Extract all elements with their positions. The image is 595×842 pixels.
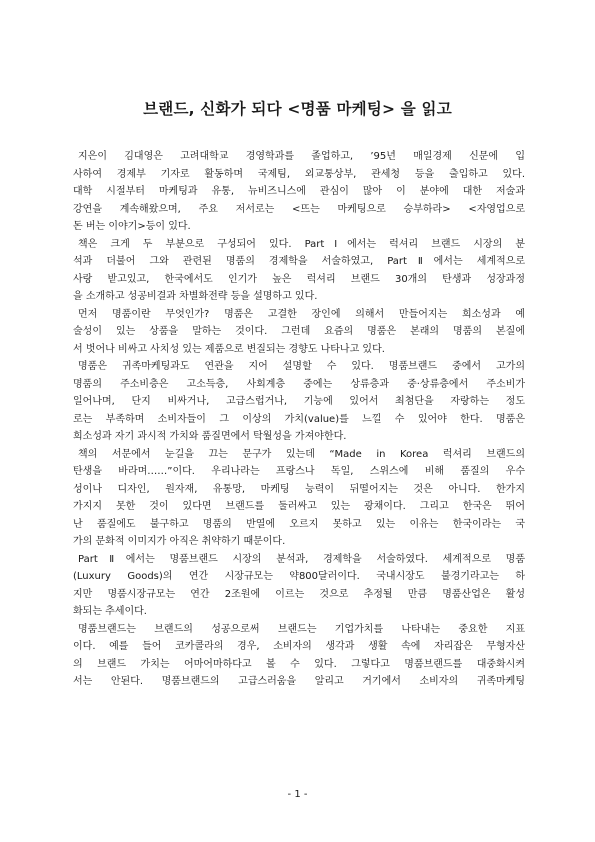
text-line: 석과 더불어 그와 관련된 명품의 경제학을 서술하였고, PartⅡ에서는 세계적으로 [73,256,525,267]
text-line: 서는 안된다. 명품브랜드의 고급스러움을 알리고 거기에서 소비자의 귀족마케팅 [73,676,525,687]
text-line: PartⅡ에서는 명품브랜드 시장의 분석과, 경제학을 서술하였다. 세계적으로 명품 [78,553,525,565]
document-title: 브랜드, 신화가 되다 <명품 마케팅> 을 읽고 [143,100,452,118]
document-body [73,148,525,691]
text-line: 명품의 주소비층은 고소득층, 사회계층 중에는 상류층과 중·상류층에서 주소비가 [73,378,525,390]
text-line: 강연을 계속해왔으며, 주요 저서로는 <뜨는 마케팅으로 승부하라> <자영업으로 [73,203,525,215]
text-line: 의 브랜드 가치는 어마어마하다고 볼 수 있다. 그렇다고 명품브랜드를 대중화시켜 [73,658,525,670]
text-line: 일어나며, 단지 비싸거나, 고급스럽거나, 기능에 있어서 최첨단을 자랑하는 정도 [73,396,525,407]
text-line: 사랑 받고있고, 한국에서도 인기가 높은 럭셔리 브랜드 30개의 탄생과 성장과정 [73,273,525,285]
text-line: 가지지 못한 것이 있다면 브랜드를 둘러싸고 있는 광채이다. 그리고 한국은 뛰어 [73,501,525,512]
text-line: 지은이 김대영은 고려대학교 경영학과를 졸업하고, ’95년 매일경제 신문에 입 [78,151,525,162]
text-line: 명품은 귀족마케팅과도 연관을 지어 설명할 수 있다. 명품브랜드 중에서 고가의 [78,361,525,372]
text-line: 책의 서문에서 눈길을 끄는 문구가 있는데 “Made in Korea 럭셔리 브랜드의 [78,448,525,460]
text-line: (Luxury Goods)의 연간 시장규모는 약800달러이다. 국내시장도 불경기라고는 하 [73,571,525,582]
text-line: 가의 문화적 이미지가 아직은 취약하기 때문이다. [73,536,286,547]
text-line: 돈 버는 이야기>등이 있다. [73,221,191,232]
text-line: 희소성과 자기 과시적 가치와 품질면에서 탁월성을 가져야한다. [73,431,347,442]
text-line: 로는 부족하며 소비자들이 그 이상의 가치(value)를 느낄 수 있어야 한다. 명품은 [73,413,525,425]
text-line: 대학 시절부터 마케팅과 유통, 뉴비즈니스에 관심이 많아 이 분야에 대한 저술과 [73,186,525,197]
text-line: 이다. 예를 들어 코카콜라의 경우, 소비자의 생각과 생활 속에 자리잡은 무형자산 [73,641,525,652]
text-line: 서 벗어나 비싸고 사치성 있는 제품으로 변질되는 경향도 나타나고 있다. [73,343,385,355]
text-line: 탄생을 바라며……”이다. 우리나라는 프랑스나 독일, 스위스에 비해 품질의 우수 [73,466,525,477]
text-line: 사하여 경제부 기자로 활동하며 국제팀, 외교통상부, 관세청 등을 출입하고 있다. [73,168,525,180]
page-number: - 1 - [287,789,308,800]
text-line: 지만 명품시장규모는 연간 2조원에 이르는 것으로 추정될 만큼 명품산업은 활성 [73,588,525,600]
text-line: 명품브랜드는 브랜드의 성공으로써 브랜드는 기업가치를 나타내는 중요한 지표 [78,623,525,635]
text-line: 을 소개하고 성공비결과 차별화전략 등을 설명하고 있다. [73,291,318,302]
text-line: 먼저 명품이란 무엇인가? 명품은 고결한 장인에 의해서 만들어지는 희소성과 예 [78,308,525,320]
text-line: 난 품질에도 불구하고 명품의 반열에 오르지 못하고 있는 이유는 한국이라는 국 [73,518,525,530]
text-line: 술성이 있는 상품을 말하는 것이다. 그런데 요즘의 명품은 본래의 명품의 본질에 [73,326,525,337]
text-line: 책은 크게 두 부분으로 구성되어 있다. PartⅠ에서는 럭셔리 브랜드 시장의 분 [78,238,525,250]
text-line: 성이나 디자인, 원자재, 유통망, 마케팅 능력이 뒤떨어지는 것은 아니다. 한가지 [73,483,525,495]
text-line: 화되는 추세이다. [73,606,147,617]
